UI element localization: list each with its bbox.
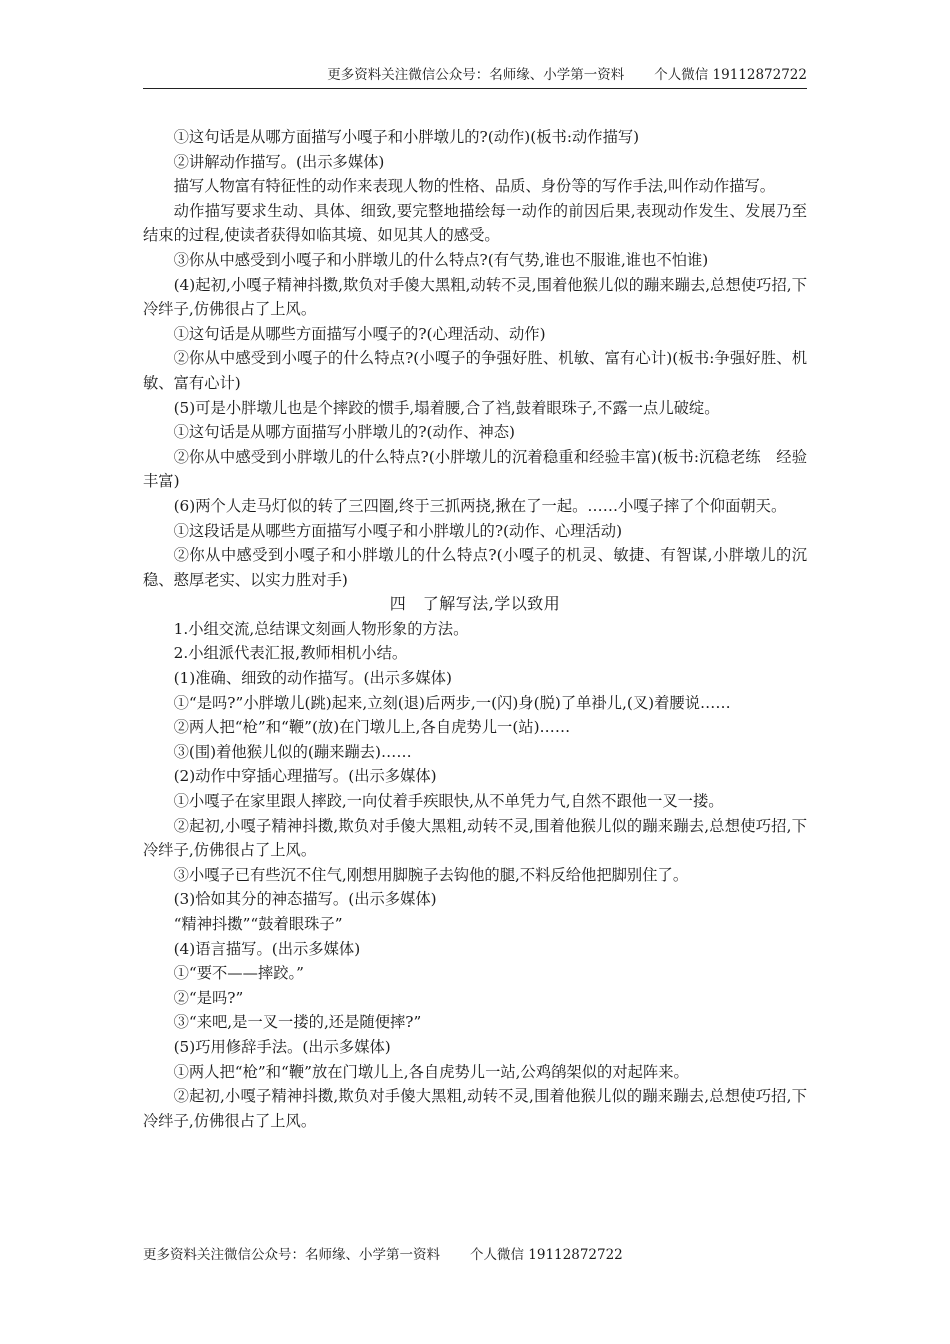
- paragraph: ③(围)着他猴儿似的(蹦来蹦去)……: [173, 742, 412, 761]
- paragraph: (6)两个人走马灯似的转了三四圈,终于三抓两挠,揪在了一起。……小嘎子摔了个仰面朝天。: [173, 496, 787, 515]
- paragraph: ③你从中感受到小嘎子和小胖墩儿的什么特点?(有气势,谁也不服谁,谁也不怕谁): [173, 250, 709, 269]
- paragraph: ②起初,小嘎子精神抖擞,欺负对手傻大黑粗,动转不灵,围着他猴儿似的蹦来蹦去,总想使巧招,下冷绊子,仿佛很占了上风。: [143, 816, 807, 860]
- paragraph: ①这句话是从哪方面描写小嘎子和小胖墩儿的?(动作)(板书:动作描写): [173, 128, 640, 146]
- paragraph: (2)动作中穿插心理描写。(出示多媒体): [173, 767, 437, 786]
- paragraph: ①小嘎子在家里跟人摔跤,一向仗着手疾眼快,从不单凭力气,自然不跟他一叉一搂。: [173, 792, 724, 811]
- footer-right-text: 个人微信 19112872722: [470, 1247, 623, 1263]
- paragraph: (3)恰如其分的神态描写。(出示多媒体): [173, 890, 437, 909]
- paragraph: ③“来吧,是一叉一搂的,还是随便摔?”: [173, 1013, 422, 1032]
- paragraph: ②你从中感受到小嘎子和小胖墩儿的什么特点?(小嘎子的机灵、敏捷、有智谋,小胖墩儿的沉稳、憨厚老实、以实力胜对手): [143, 546, 807, 589]
- paragraph: ②讲解动作描写。(出示多媒体): [173, 152, 385, 171]
- header-left-text: 更多资料关注微信公众号：名师缘、小学第一资料: [327, 67, 625, 83]
- paragraph: ①“要不——摔跤。”: [173, 964, 304, 983]
- paragraph: ①这段话是从哪些方面描写小嘎子和小胖墩儿的?(动作、心理活动): [173, 521, 623, 540]
- footer-left-text: 更多资料关注微信公众号：名师缘、小学第一资料: [143, 1247, 440, 1263]
- page-header: [143, 66, 807, 89]
- paragraph: (4)语言描写。(出示多媒体): [173, 939, 361, 958]
- paragraph: 1.小组交流,总结课文刻画人物形象的方法。: [173, 619, 469, 638]
- paragraph: ②“是吗?”: [173, 988, 244, 1007]
- paragraph: ②你从中感受到小胖墩儿的什么特点?(小胖墩儿的沉着稳重和经验丰富)(板书:沉稳老练 经验丰富): [143, 447, 807, 491]
- paragraph: (5)巧用修辞手法。(出示多媒体): [173, 1037, 391, 1056]
- paragraph: (5)可是小胖墩儿也是个摔跤的惯手,塌着腰,合了裆,鼓着眼珠子,不露一点儿破绽。: [173, 398, 720, 417]
- paragraph: ①这句话是从哪些方面描写小嘎子的?(心理活动、动作): [173, 324, 546, 343]
- paragraph: ②两人把“枪”和“鞭”(放)在门墩儿上,各自虎势儿一(站)……: [173, 718, 571, 737]
- paragraph: 描写人物富有特征性的动作来表现人物的性格、品质、身份等的写作手法,叫作动作描写。: [173, 177, 776, 196]
- paragraph: ②你从中感受到小嘎子的什么特点?(小嘎子的争强好胜、机敏、富有心计)(板书:争强好胜、机敏、富有心计): [143, 349, 807, 392]
- paragraph: ①这句话是从哪方面描写小胖墩儿的?(动作、神态): [173, 423, 515, 442]
- paragraph: ①“是吗?”小胖墩儿(跳)起来,立刻(退)后两步,一(闪)身(脱)了单褂儿,(叉)着腰说……: [173, 693, 731, 712]
- page-footer: [143, 1246, 623, 1264]
- section-heading: 四 了解写法,学以致用: [389, 594, 561, 614]
- document-body: [143, 124, 807, 1133]
- paragraph: ②起初,小嘎子精神抖擞,欺负对手傻大黑粗,动转不灵,围着他猴儿似的蹦来蹦去,总想使巧招,下冷绊子,仿佛很占了上风。: [143, 1087, 807, 1130]
- paragraph: (4)起初,小嘎子精神抖擞,欺负对手傻大黑粗,动转不灵,围着他猴儿似的蹦来蹦去,总想使巧招,下冷绊子,仿佛很占了上风。: [143, 275, 807, 319]
- paragraph: ①两人把“枪”和“鞭”放在门墩儿上,各自虎势儿一站,公鸡鹐架似的对起阵来。: [173, 1062, 689, 1081]
- paragraph: (1)准确、细致的动作描写。(出示多媒体): [173, 669, 452, 688]
- paragraph: 2.小组派代表汇报,教师相机小结。: [173, 644, 408, 663]
- paragraph: ③小嘎子已有些沉不住气,刚想用脚腕子去钩他的腿,不料反给他把脚别住了。: [173, 865, 689, 884]
- paragraph: “精神抖擞”“鼓着眼珠子”: [173, 915, 343, 933]
- paragraph: 动作描写要求生动、具体、细致,要完整地描绘每一动作的前因后果,表现动作发生、发展乃至结束的过程,使读者获得如临其境、如见其人的感受。: [143, 201, 807, 245]
- header-right-text: 个人微信 19112872722: [654, 67, 807, 83]
